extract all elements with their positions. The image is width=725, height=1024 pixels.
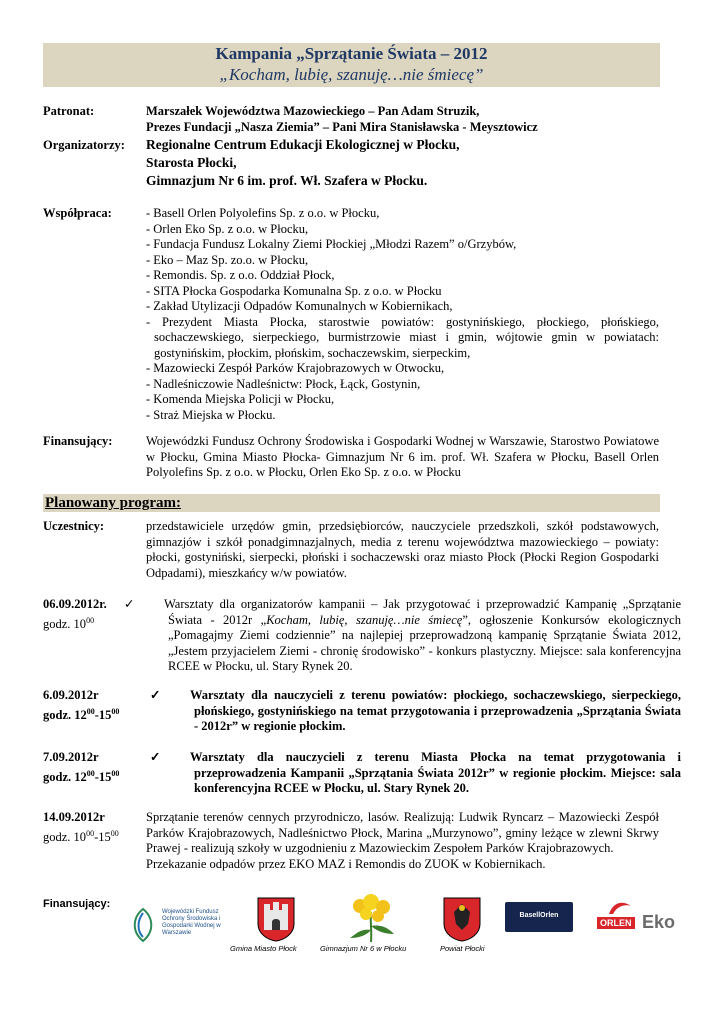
- event-description: [150, 688, 681, 735]
- event-description: [150, 750, 681, 797]
- event-description: [124, 597, 681, 675]
- finansujacy-text: Wojewódzki Fundusz Ochrony Środowiska i Gospodarki Wodnej w Warszawie, Starostwo Powiatowe w Płocku, Gmina Miasto Płocka- Gimnazjum Nr 6 im. prof. Wł. Szafera w Płocku, Basell Orlen Polyolefins Sp. z o.o. w Płocku, Orlen Eko Sp. z o.o. w Płocku: [146, 434, 659, 479]
- list-item: - Remondis. Sp. z o.o. Oddział Płock,: [146, 268, 335, 282]
- organizatorzy-label: Organizatorzy:: [43, 138, 125, 152]
- event-description: [146, 810, 659, 872]
- caption-powiat: Powiat Płocki: [440, 944, 485, 953]
- event-text: Warsztaty dla nauczycieli z terenu Miasta Płocka na temat przygotowania i przeprowadzenia Kampanii „Sprzątania Świata 2012r” w regionie płockim. Miejsce: sala konferencyjna RCEE w Płocku, ul. Stary Rynek 20.: [190, 750, 681, 795]
- event-date-block: [43, 750, 119, 785]
- uczestnicy-label: Uczestnicy:: [43, 519, 105, 533]
- event-date: 6.09.2012r: [43, 688, 99, 702]
- check-icon: ✓: [124, 597, 135, 611]
- uczestnicy-text: przedstawiciele urzędów gmin, przedsiębiorców, nauczyciele przedszkoli, szkół podstawowych, gimnazjów i szkół ponadgimnazjalnych, media z terenu województwa mazowieckiego – powiaty: płocki, gostyniński, sierpecki, płoński i sochaczewski oraz miasto Płock (Płocki Region Gospodarki Odpadami), mieszkańcy w/w powiatów.: [146, 519, 659, 580]
- event-time: [43, 766, 119, 786]
- time-text: godz. 10: [43, 616, 87, 631]
- page-subtitle: „Kocham, lubię, szanuję…nie śmiecę”: [219, 65, 484, 84]
- finansujacy-label: Finansujący:: [43, 434, 113, 448]
- list-item: - Basell Orlen Polyolefins Sp. z o.o. w Płocku,: [146, 206, 380, 220]
- event-text: ”, ogłoszenie Konkursów ekologicznych „Pomagajmy Ziemi codziennie” na najlepiej przeprowadzoną kampanię Sprzątanie Świata 2012, „Jestem przyjacielem Ziemi - chronię środowisko” - konkurs plastyczny. Miejsce: sala konferencyjna RCEE w Płocku, ul. Stary Rynek 20.: [168, 612, 681, 673]
- list-item: - Zakład Utylizacji Odpadów Komunalnych w Kobiernikach,: [146, 299, 453, 313]
- wfos-leaf-icon: [128, 907, 158, 943]
- time-text: -15: [94, 707, 112, 722]
- event-time: [43, 704, 119, 724]
- event-date-block: [43, 688, 119, 723]
- patronat-label: Patronat:: [43, 104, 95, 118]
- list-item: - SITA Płocka Gospodarka Komunalna Sp. z o.o. w Płocku: [146, 283, 442, 298]
- patronat-line: Prezes Fundacji „Nasza Ziemia” – Pani Mira Stanisławska - Meysztowicz: [146, 119, 538, 134]
- time-text: godz. 12: [43, 769, 87, 784]
- time-sup: 00: [86, 828, 95, 838]
- caption-gmina: Gmina Miasto Płock: [230, 944, 297, 953]
- time-text: -15: [94, 769, 112, 784]
- event-time: [43, 826, 119, 846]
- wfos-text: Wojewódzki Fundusz Ochrony Środowiska i Gospodarki Wodnej w Warszawie: [162, 909, 221, 936]
- powiat-crest-logo: [442, 896, 482, 942]
- caption-gimnazjum: Gimnazjum Nr 6 w Płocku: [320, 944, 407, 953]
- list-item: - Orlen Eko Sp. z o.o. w Płocku,: [146, 221, 309, 236]
- event-date: 14.09.2012r: [43, 810, 105, 824]
- event-date: 06.09.2012r.: [43, 597, 107, 611]
- event-text: Sprzątanie terenów cennych przyrodniczo, lasów. Realizują: Ludwik Ryncarz – Mazowiecki Zespół Parków Krajobrazowych, Nadleśnictwo Płock, Marina „Murzynowo”, gminy leżące w zlewni Skrwy Prawej - realizują szkoły w uzgodnieniu z Mazowieckim Zespołem Parków Krajobrazowych.: [146, 810, 659, 855]
- basell-text: BasellOrlen: [519, 912, 559, 919]
- time-text: godz. 10: [43, 829, 87, 844]
- program-heading-text: Planowany program:: [45, 495, 181, 511]
- list-item: - Nadleśniczowie Nadleśnictw: Płock, Łąck, Gostynin,: [146, 376, 421, 391]
- time-sup: 00: [86, 768, 95, 778]
- wspolpraca-list: [146, 206, 659, 423]
- wspolpraca-label: Współpraca:: [43, 206, 112, 220]
- list-item: - Straż Miejska w Płocku.: [146, 407, 276, 422]
- organizatorzy-block: [146, 136, 666, 190]
- organizator-line: Starosta Płocki,: [146, 155, 237, 170]
- eko-text: Eko: [642, 912, 676, 932]
- time-text: -15: [94, 829, 111, 844]
- program-heading: [43, 494, 660, 512]
- event-date-block: [43, 810, 119, 845]
- time-sup: 00: [110, 828, 119, 838]
- list-item: - Eko – Maz Sp. zo.o. w Płocku,: [146, 252, 309, 267]
- list-item: - Prezydent Miasta Płocka, starostwie powiatów: gostynińskiego, płockiego, płońskiego, sochaczewskiego, sierpeckiego, burmistrzowie miast i gmin, wójtowie gmin w powiatach: gostynińskim, płockim, płońskim, sochaczewskim, sierpeckim,: [146, 314, 659, 360]
- event-date-block: [43, 597, 107, 632]
- check-icon: ✓: [150, 688, 161, 702]
- basell-orlen-logo: [505, 902, 573, 932]
- event-text: Warsztaty dla nauczycieli z terenu powiatów: płockiego, sochaczewskiego, sierpeckiego, płońskiego, gostynińskiego na temat przygotowania i przeprowadzenia „Sprzątania Świata - 2012r” w regionie płockim.: [190, 688, 681, 733]
- list-item: - Komenda Miejska Policji w Płocku,: [146, 392, 335, 406]
- orlen-text: ORLEN: [597, 917, 635, 929]
- gimnazjum-flower-logo: [336, 892, 406, 944]
- wfos-logo: [128, 905, 238, 945]
- county-crest-icon: [442, 896, 482, 942]
- patronat-block: [146, 104, 666, 135]
- time-sup: 00: [86, 615, 95, 625]
- patronat-line: Marszałek Województwa Mazowieckiego – Pan Adam Struzik,: [146, 104, 480, 118]
- flower-icon: [336, 892, 406, 944]
- check-icon: ✓: [150, 750, 161, 764]
- event-text: Warsztaty dla organizatorów kampanii – Jak przygotować i przeprowadzić Kampanię „Sprzątanie Świata - 2012r „: [164, 597, 681, 627]
- orlen-eagle-icon: [607, 898, 633, 916]
- city-crest-icon: [256, 896, 296, 942]
- orlen-eko-logo: [597, 898, 675, 938]
- time-text: godz. 12: [43, 707, 87, 722]
- footer-finansujacy-label: Finansujący:: [43, 898, 111, 910]
- time-sup: 00: [111, 768, 120, 778]
- event-time: [43, 613, 107, 633]
- event-text: Przekazanie odpadów przez EKO MAZ i Remondis do ZUOK w Kobiernikach.: [146, 856, 546, 871]
- list-item: - Mazowiecki Zespół Parków Krajobrazowych w Otwocku,: [146, 361, 445, 375]
- organizator-line: Gimnazjum Nr 6 im. prof. Wł. Szafera w Płocku.: [146, 173, 428, 188]
- time-sup: 00: [111, 706, 120, 716]
- time-sup: 00: [86, 706, 95, 716]
- plock-crest-logo: [256, 896, 296, 942]
- event-text-italic: Kocham, lubię, szanuję…nie śmiecę: [266, 612, 463, 627]
- page-title: Kampania „Sprzątanie Świata – 2012: [215, 44, 488, 63]
- event-date: 7.09.2012r: [43, 750, 99, 764]
- list-item: - Fundacja Fundusz Lokalny Ziemi Płockiej „Młodzi Razem” o/Grzybów,: [146, 237, 517, 251]
- title-banner: [43, 43, 660, 87]
- organizator-line: Regionalne Centrum Edukacji Ekologicznej w Płocku,: [146, 137, 460, 152]
